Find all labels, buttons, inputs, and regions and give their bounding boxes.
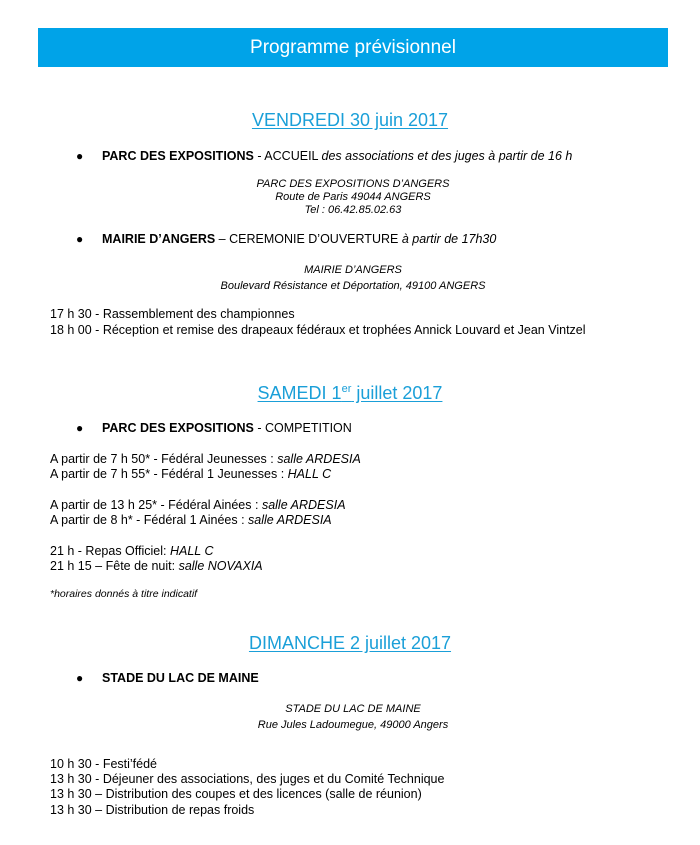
schedule-line [50, 544, 214, 559]
event-detail: à partir de 17h30 [401, 232, 497, 246]
address-block-parc [0, 178, 700, 217]
address-line: Rue Jules Ladoumegue, 49000 Angers [257, 719, 449, 731]
address-line: MAIRIE D’ANGERS [304, 264, 402, 276]
schedule-line [50, 513, 332, 528]
bullet-dot-icon: ● [76, 232, 84, 246]
schedule-line [50, 498, 346, 513]
address-line: Tel : 06.42.85.02.63 [304, 204, 402, 216]
day-heading-sunday: DIMANCHE 2 juillet 2017 [248, 633, 452, 653]
footnote: *horaires donnés à titre indicatif [50, 588, 198, 600]
bullet-dot-icon: ● [76, 671, 84, 685]
heading-sup: er [341, 383, 352, 395]
schedule-line: 10 h 30 - Festi’fédé [50, 757, 158, 771]
day-heading-friday: VENDREDI 30 juin 2017 [251, 110, 449, 130]
event-type: - ACCUEIL [253, 149, 322, 163]
heading-text: juillet 2017 [351, 383, 443, 403]
schedule-line [50, 559, 263, 574]
schedule-line: 18 h 00 - Réception et remise des drapeaux fédéraux et trophées Annick Louvard et Jean Vintzel [50, 323, 586, 337]
schedule-line [50, 452, 361, 467]
venue-name: PARC DES EXPOSITIONS [102, 149, 254, 163]
schedule-location: HALL C [287, 467, 332, 481]
heading-text: SAMEDI 1 [257, 383, 342, 403]
address-line: Route de Paris 49044 ANGERS [275, 191, 431, 203]
bullet-dot-icon: ● [76, 149, 84, 163]
saturday-bullet-parc [76, 421, 352, 435]
venue-name: PARC DES EXPOSITIONS [102, 421, 254, 435]
event-type: - COMPETITION [253, 421, 352, 435]
schedule-line [50, 467, 331, 482]
venue-name: MAIRIE D’ANGERS [102, 232, 216, 246]
schedule-line: 17 h 30 - Rassemblement des championnes [50, 307, 295, 321]
schedule-location: salle NOVAXIA [178, 559, 263, 573]
page-title-banner [38, 28, 668, 67]
schedule-line: 13 h 30 – Distribution des coupes et des licences (salle de réunion) [50, 787, 422, 801]
schedule-location: salle ARDESIA [277, 452, 361, 466]
schedule-line: 13 h 30 – Distribution de repas froids [50, 803, 255, 817]
sunday-bullet-stade [76, 671, 259, 685]
address-line: PARC DES EXPOSITIONS D’ANGERS [256, 178, 450, 190]
schedule-location: HALL C [169, 544, 214, 558]
address-line: Boulevard Résistance et Déportation, 49100 ANGERS [220, 280, 486, 292]
bullet-dot-icon: ● [76, 421, 84, 435]
page-title: Programme prévisionnel [250, 36, 456, 58]
schedule-text: A partir de 7 h 55* - Fédéral 1 Jeunesses : [50, 467, 288, 481]
schedule-text: 21 h 15 – Fête de nuit: [50, 559, 179, 573]
venue-name: STADE DU LAC DE MAINE [102, 671, 259, 685]
schedule-line: 13 h 30 - Déjeuner des associations, des juges et du Comité Technique [50, 772, 445, 786]
event-detail: des associations et des juges à partir de 16 h [321, 149, 573, 163]
friday-bullet-mairie [76, 232, 496, 246]
event-type: – CEREMONIE D’OUVERTURE [215, 232, 402, 246]
address-block-mairie [0, 262, 700, 294]
schedule-text: A partir de 13 h 25* - Fédéral Ainées : [50, 498, 262, 512]
schedule-text: 21 h - Repas Officiel: [50, 544, 170, 558]
schedule-location: salle ARDESIA [261, 498, 346, 512]
schedule-text: A partir de 7 h 50* - Fédéral Jeunesses : [50, 452, 278, 466]
address-line: STADE DU LAC DE MAINE [285, 703, 421, 715]
friday-bullet-parc [76, 149, 572, 163]
day-heading-saturday [0, 383, 700, 404]
address-block-stade [0, 701, 700, 733]
schedule-text: A partir de 8 h* - Fédéral 1 Ainées : [50, 513, 249, 527]
schedule-location: salle ARDESIA [248, 513, 332, 527]
